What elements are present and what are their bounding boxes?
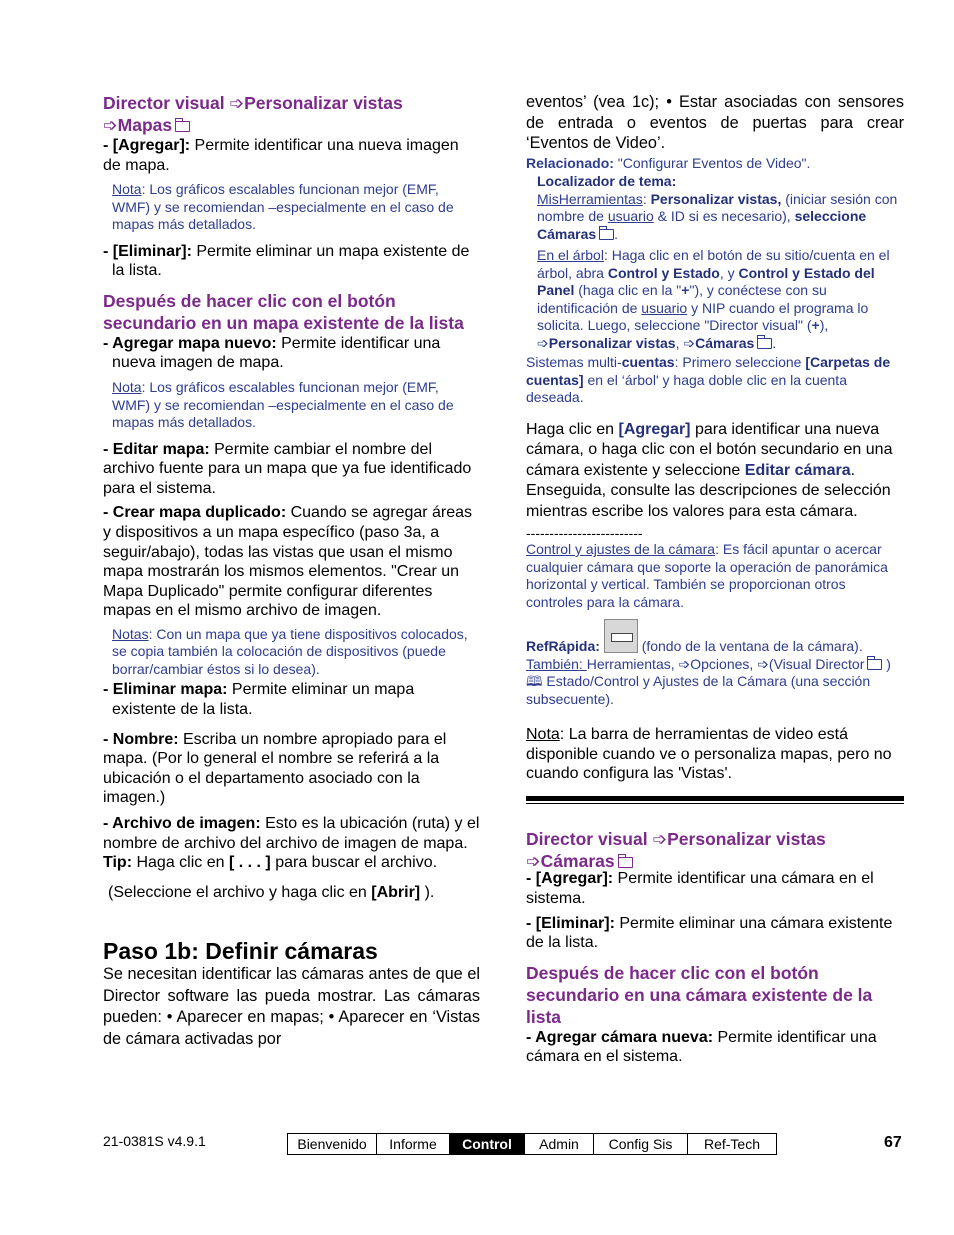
book-icon: 🕮	[526, 673, 543, 689]
nota-toolbar: Nota: La barra de herramientas de video está disponible cuando ve o personaliza mapas, pero no cuando configura las 'Vistas'.	[526, 726, 892, 783]
context-menu-heading-camara: Después de hacer clic con el botón secundario en una cámara existente de la lista	[526, 962, 873, 1027]
nombre-item: - Nombre: Escriba un nombre apropiado para el mapa. (Por lo general el nombre se referirá a la ubicación o el departamento asociado con la imagen.)	[103, 730, 447, 807]
page-number: 67	[884, 1134, 902, 1151]
separator-dashes: -------------------------	[526, 525, 643, 541]
eliminar-mapa-item: - Eliminar mapa: Permite eliminar un mapa existente de la lista.	[103, 681, 415, 718]
editar-mapa-item: - Editar mapa: Permite cambiar el nombre del archivo fuente para un mapa que ya fue identificado para el sistema.	[103, 440, 472, 497]
sistemas-multi-cuentas: Sistemas multi-cuentas: Primero seleccione [Carpetas de cuentas] en el ‘árbol' y haga doble clic en la cuenta deseada.	[526, 354, 891, 405]
nav-bienvenido[interactable]: Bienvenido	[288, 1134, 377, 1154]
r-eliminar-item: - [Eliminar]: Permite eliminar una cámara existente de la lista.	[526, 914, 893, 952]
en-el-arbol-link[interactable]: En el árbol	[537, 247, 604, 263]
folder-icon	[867, 659, 882, 670]
footer-nav	[287, 1133, 777, 1155]
folder-icon	[175, 121, 190, 132]
section-heading-camaras: Director visual ➩Personalizar vistas ➩Cámaras	[526, 828, 826, 871]
context-menu-heading-mapa: Después de hacer clic con el botón secundario en un mapa existente de la lista	[103, 290, 464, 333]
seleccione-text: (Seleccione el archivo y haga clic en [Abrir] ).	[108, 883, 435, 901]
note-2: Nota: Los gráficos escalables funcionan mejor (EMF, WMF) y se recomiendan –especialmente en el caso de mapas más detallados.	[112, 379, 454, 431]
r-agregar-item-text: - [Agregar]: Permite identificar una cámara en el sistema.	[526, 870, 874, 907]
left-column	[103, 92, 480, 1050]
arrow-right-icon: ➩	[757, 655, 769, 672]
nav-config-sis[interactable]: Config Sis	[594, 1134, 688, 1154]
document-code: 21-0381S v4.9.1	[103, 1133, 206, 1149]
arrow-right-icon: ➩	[678, 655, 691, 672]
arrow-right-icon: ➩	[683, 334, 696, 351]
agregar-mapa-item: - Agregar mapa nuevo: Permite identificar una nueva imagen de mapa.	[103, 334, 441, 372]
control-ajustes: Control y ajustes de la cámara: Es fácil apuntar o acercar cualquier cámara que soporte la operación de panorámica horizontal y vertical. También se proporcionan otros controles para la cámara.	[526, 541, 888, 610]
eliminar-item: - [Eliminar]: Permite eliminar un mapa existente de la lista.	[103, 242, 470, 280]
cont-text: eventos’ (vea 1c); • Estar asociadas con sensores de entrada o eventos de puertas para crear ‘Eventos de Video’.	[526, 93, 904, 152]
video-toolbar-button-icon	[604, 619, 638, 653]
nav-ref-tech[interactable]: Ref-Tech	[703, 1136, 761, 1152]
relacionado: Relacionado: "Configurar Eventos de Video".	[526, 154, 811, 171]
arrow-right-icon: ➩	[652, 828, 668, 849]
paso-text: Se necesitan identificar las cámaras antes de que el Director software las pueda mostrar. Las cámaras pueden: • Aparecer en mapas; • Aparecer en ‘Vistas de cámara activadas por	[103, 965, 480, 1048]
tambien-link[interactable]: También:	[526, 655, 587, 672]
folder-icon	[618, 857, 633, 868]
agregar-item: - [Agregar]: Permite identificar una nueva imagen de mapa.	[103, 137, 459, 174]
haga-clic-text: Haga clic en [Agregar] para identificar una nueva cámara, o haga clic con el botón secundario en una cámara existente y seleccione Editar cámara. Enseguida, consulte las descripciones de selección mientras escribe los valores para esta cámara.	[526, 420, 893, 520]
nav-informe[interactable]: Informe	[377, 1134, 450, 1154]
misherramientas-link[interactable]: MisHerramientas	[537, 190, 643, 207]
nav-control[interactable]: Control	[450, 1134, 525, 1154]
arrow-right-icon: ➩	[537, 334, 549, 351]
refrapida: RefRápida: (fondo de la ventana de la cámara). También: Herramientas, ➩Opciones, ➩(Visual Director ) 🕮 Estado/Control y Ajustes de la Cámara (una sección subsecuente).	[526, 619, 904, 708]
archivo-item: - Archivo de imagen: Esto es la ubicación (ruta) y el nombre de archivo del archivo de imagen de mapa. Tip: Haga clic en [ . . . ] para buscar el archivo.	[103, 814, 480, 872]
nav-admin[interactable]: Admin	[525, 1134, 594, 1154]
note-1: Nota: Los gráficos escalables funcionan mejor (EMF, WMF) y se recomiendan –especialmente en el caso de mapas más detallados.	[112, 181, 454, 233]
folder-icon	[599, 229, 614, 240]
section-divider	[526, 796, 904, 804]
control-ajustes-link[interactable]: Control y ajustes de la cámara	[526, 541, 716, 557]
paso-1b-heading: Paso 1b: Definir cámaras	[103, 938, 378, 965]
topic-locator: Localizador de tema: MisHerramientas: Personalizar vistas, (iniciar sesión con nombre de usuario & ID si es necesario), seleccione Cámaras . En el árbol: Haga clic en el botón de su sitio/cuenta en el árbol, abra Control y Estado, y Control y Estado del Panel (haga clic en la "+"), y conéctese con su identificación de usuario y NIP cuando el programa lo solicita. Luego, seleccione "Director visual" (+), ➩Personalizar vistas, ➩Cámaras .	[537, 173, 898, 351]
arrow-right-icon: ➩	[103, 115, 118, 135]
arrow-right-icon: ➩	[526, 850, 541, 871]
right-column	[526, 92, 904, 1067]
folder-icon	[757, 338, 772, 349]
crear-duplicado-item: - Crear mapa duplicado: Cuando se agregar áreas y dispositivos a un mapa específico (paso 3a, a seguir/abajo), todas las vistas que usan el mismo mapa mostrarán los mismos elementos. "Crear un Mapa Duplicado" permite configurar diferentes mapas en el mismo archivo de imagen.	[103, 504, 473, 620]
agregar-camara-item: - Agregar cámara nueva: Permite identificar una cámara en el sistema.	[526, 1028, 877, 1066]
note-3: Notas: Con un mapa que ya tiene dispositivos colocados, se copia también la colocación de dispositivos (puede borrar/cambiar éstos si lo desea).	[112, 625, 468, 677]
arrow-right-icon: ➩	[229, 93, 245, 113]
section-heading-mapas: Director visual ➩Personalizar vistas ➩Mapas	[103, 93, 403, 135]
